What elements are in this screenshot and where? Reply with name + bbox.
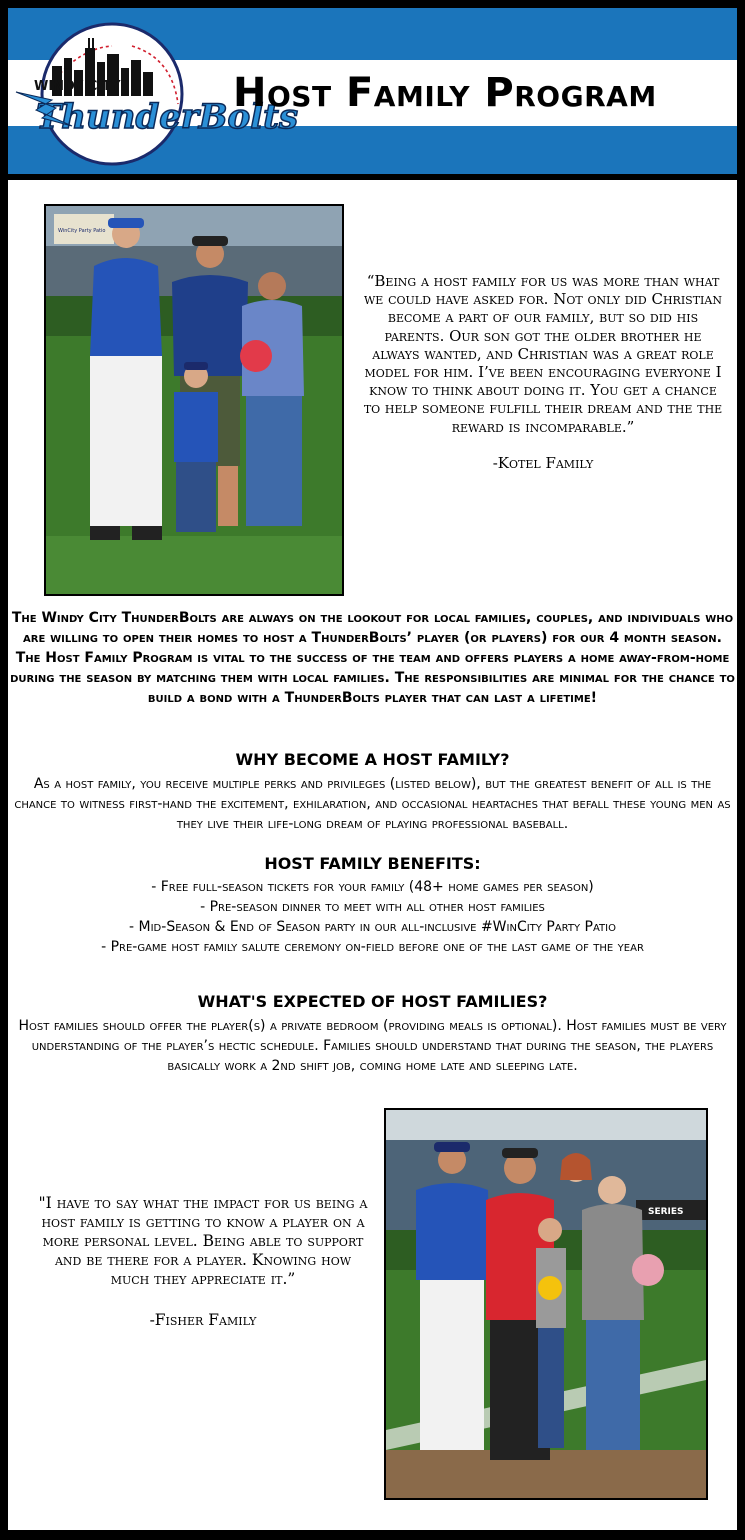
- expected-body: Host families should offer the player(s) a private bedroom (providing meals is optional). Host families must be very understanding of the player’s hectic schedule. Families should understand that during the season, the players basically work a 2nd shift job, coming home late and sleeping late.: [18, 1018, 727, 1074]
- fisher-family-photo-illustration: [386, 1110, 706, 1498]
- expected-heading: WHAT'S EXPECTED OF HOST FAMILIES?: [197, 992, 548, 1011]
- benefit-item: - Mid-Season & End of Season party in our all-inclusive #WinCity Party Patio: [129, 919, 616, 935]
- logo-team-name: ThunderBolts: [36, 97, 298, 137]
- why-body: As a host family, you receive multiple perks and privileges (listed below), but the greatest benefit of all is the chance to witness first-hand the excitement, exhilaration, and occasional heartaches that befall these young men as they live their life-long dream of playing professional baseball.: [14, 776, 731, 832]
- header-banner: [8, 8, 737, 174]
- fisher-quote: "I have to say what the impact for us being a host family is getting to know a player on a more personal level. Being able to support and be there for a player. Knowing how much they appreciate it.”: [38, 1194, 368, 1288]
- thunderbolts-logo: [12, 18, 298, 170]
- kotel-quote: “Being a host family for us was more than what we could have asked for. Not only did Christian become a part of our family, but so did his parents. Our son got the older brother he always wanted, and Christian was a great role model for him. I’ve been encouraging everyone I know to think about doing it. You get a chance to help someone fulfill their dream and the the reward is incomparable.”: [363, 272, 723, 436]
- fisher-attribution: -Fisher Family: [149, 1311, 257, 1329]
- page-title: Host Family Program: [233, 70, 657, 116]
- kotel-testimonial: [360, 272, 726, 472]
- photo1-board-text: WinCity Party Patio: [58, 228, 106, 234]
- kotel-attribution: -Kotel Family: [492, 453, 594, 472]
- content-panel: [8, 180, 737, 1530]
- logo-top-text: WINDY CITY: [34, 79, 121, 94]
- benefits-list: [8, 877, 737, 957]
- kotel-family-photo: [44, 204, 344, 596]
- why-heading: WHY BECOME A HOST FAMILY?: [235, 750, 510, 769]
- intro-paragraph: The Windy City ThunderBolts are always on the lookout for local families, couples, and individuals who are willing to open their homes to host a ThunderBolts’ player (or players) for our 4 month season. The Host Family Program is vital to the success of the team and offers players a home away-from-home during the season by matching them with local families. The responsibilities are minimal for the chance to build a bond with a ThunderBolts player that can last a lifetime!: [10, 610, 735, 706]
- benefits-heading: HOST FAMILY BENEFITS:: [264, 854, 481, 873]
- photo2-board-text: SERIES: [648, 1207, 684, 1217]
- benefit-item: - Pre-season dinner to meet with all other host families: [200, 899, 545, 915]
- fisher-testimonial: [38, 1194, 368, 1330]
- fisher-family-photo: [384, 1108, 708, 1500]
- benefit-item: - Pre-game host family salute ceremony on-field before one of the last game of the year: [101, 939, 644, 955]
- kotel-family-photo-illustration: [46, 206, 342, 594]
- benefit-item: - Free full-season tickets for your family (48+ home games per season): [151, 879, 594, 895]
